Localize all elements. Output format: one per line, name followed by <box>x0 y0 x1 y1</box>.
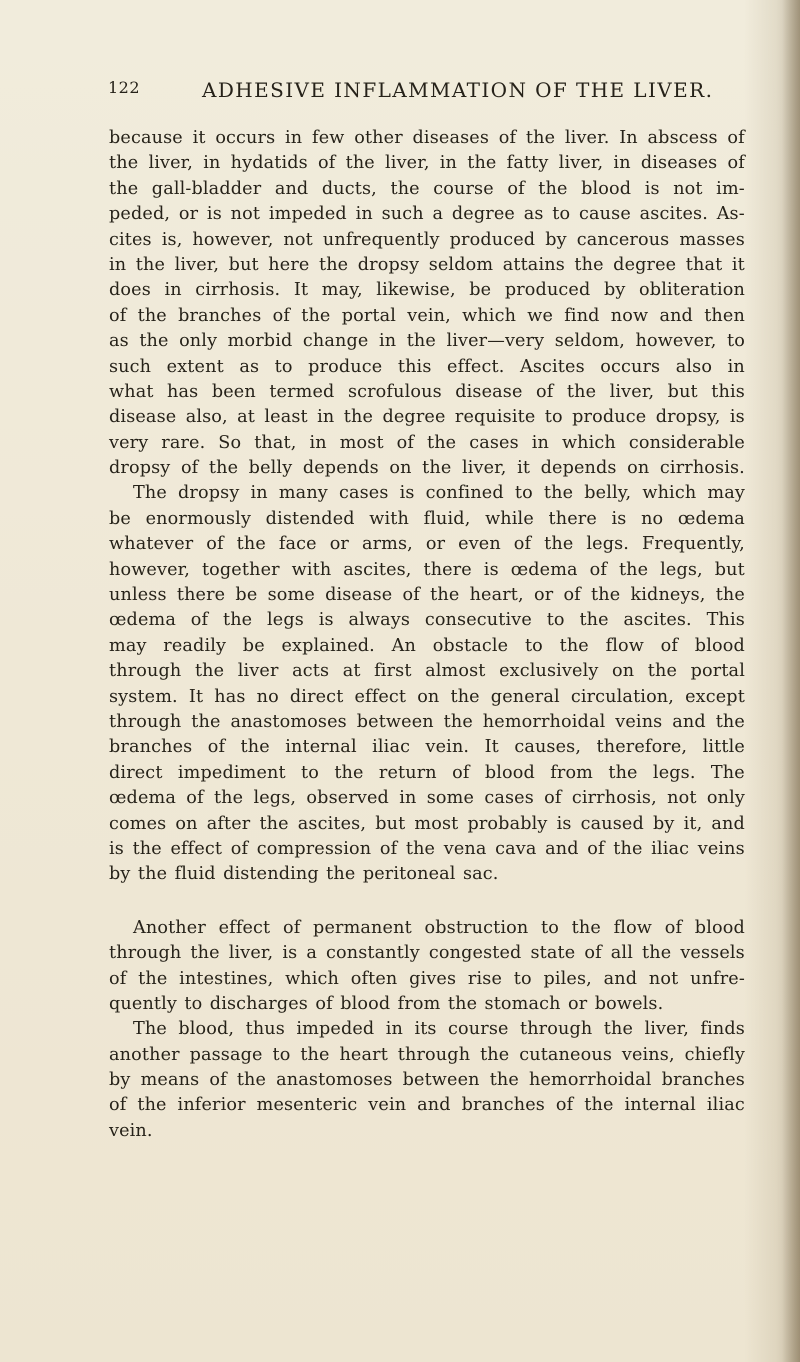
page-number: 122 <box>108 78 141 97</box>
text-line: because it occurs in few other diseases of the liver. In abscess of <box>109 128 745 148</box>
text-line: is the effect of compression of the vena cava and of the iliac veins <box>109 838 745 859</box>
text-line: of the branches of the portal vein, which we find now and then <box>109 305 745 326</box>
paragraph <box>109 916 745 1145</box>
text-line: through the liver acts at first almost exclusively on the portal <box>109 661 745 682</box>
text-line: does in cirrhosis. It may, likewise, be produced by obliteration <box>109 280 745 301</box>
text-line: quently to discharges of blood from the stomach or bowels. <box>109 993 664 1014</box>
text-line: however, together with ascites, there is œdema of the legs, but <box>109 559 745 580</box>
text-line: cites is, however, not unfrequently produced by cancerous masses <box>109 229 745 250</box>
text-line: may readily be explained. An obstacle to the flow of blood <box>109 635 745 656</box>
text-line: another passage to the heart through the cutaneous veins, chiefly <box>109 1044 745 1065</box>
text-line: dropsy of the belly depends on the liver, it depends on cirrhosis. <box>109 458 745 479</box>
text-line: through the liver, is a constantly congested state of all the vessels <box>109 943 745 964</box>
text-line: such extent as to produce this effect. Ascites occurs also in <box>109 356 745 377</box>
running-head <box>108 78 748 108</box>
text-line: The dropsy in many cases is confined to the belly, which may <box>133 483 745 504</box>
text-line: by the fluid distending the peritoneal sac. <box>109 864 499 885</box>
page-edge-shadow <box>782 0 800 1362</box>
text-line: in the liver, but here the dropsy seldom attains the degree that it <box>109 254 745 275</box>
text-line: peded, or is not impeded in such a degree as to cause ascites. As- <box>109 204 745 225</box>
text-line: Another effect of permanent obstruction to the flow of blood <box>133 917 745 938</box>
text-line: vein. <box>109 1120 153 1141</box>
text-line: direct impediment to the return of blood from the legs. The <box>109 762 745 783</box>
text-line: comes on after the ascites, but most probably is caused by it, and <box>109 813 745 834</box>
text-line: whatever of the face or arms, or even of the legs. Frequently, <box>109 534 745 555</box>
paragraph <box>109 126 745 888</box>
text-line: disease also, at least in the degree requisite to produce dropsy, is <box>109 407 745 428</box>
text-line: through the anastomoses between the hemorrhoidal veins and the <box>109 711 745 732</box>
text-line: œdema of the legs, observed in some cases of cirrhosis, not only <box>109 788 745 809</box>
text-line: the gall-bladder and ducts, the course of the blood is not im- <box>109 178 745 199</box>
text-line: The blood, thus impeded in its course through the liver, finds <box>133 1019 745 1040</box>
text-line: as the only morbid change in the liver—very seldom, however, to <box>109 331 745 352</box>
text-line: œdema of the legs is always consecutive to the ascites. This <box>109 610 745 631</box>
text-line: very rare. So that, in most of the cases in which considerable <box>109 432 745 453</box>
text-line: of the inferior mesenteric vein and branches of the internal iliac <box>109 1095 745 1116</box>
text-line: unless there be some disease of the heart, or of the kidneys, the <box>109 585 745 606</box>
text-line: system. It has no direct effect on the general circulation, except <box>109 686 745 707</box>
body-text <box>109 126 745 1144</box>
text-line: of the intestines, which often gives rise to piles, and not unfre- <box>109 968 745 989</box>
page-header-title: ADHESIVE INFLAMMATION OF THE LIVER. <box>202 78 714 102</box>
text-line: by means of the anastomoses between the hemorrhoidal branches <box>109 1070 745 1091</box>
text-line: the liver, in hydatids of the liver, in the fatty liver, in diseases of <box>109 153 745 174</box>
text-line: branches of the internal iliac vein. It causes, therefore, little <box>109 737 745 758</box>
text-line: what has been termed scrofulous disease of the liver, but this <box>109 381 745 402</box>
text-line: be enormously distended with fluid, while there is no œdema <box>109 508 745 529</box>
